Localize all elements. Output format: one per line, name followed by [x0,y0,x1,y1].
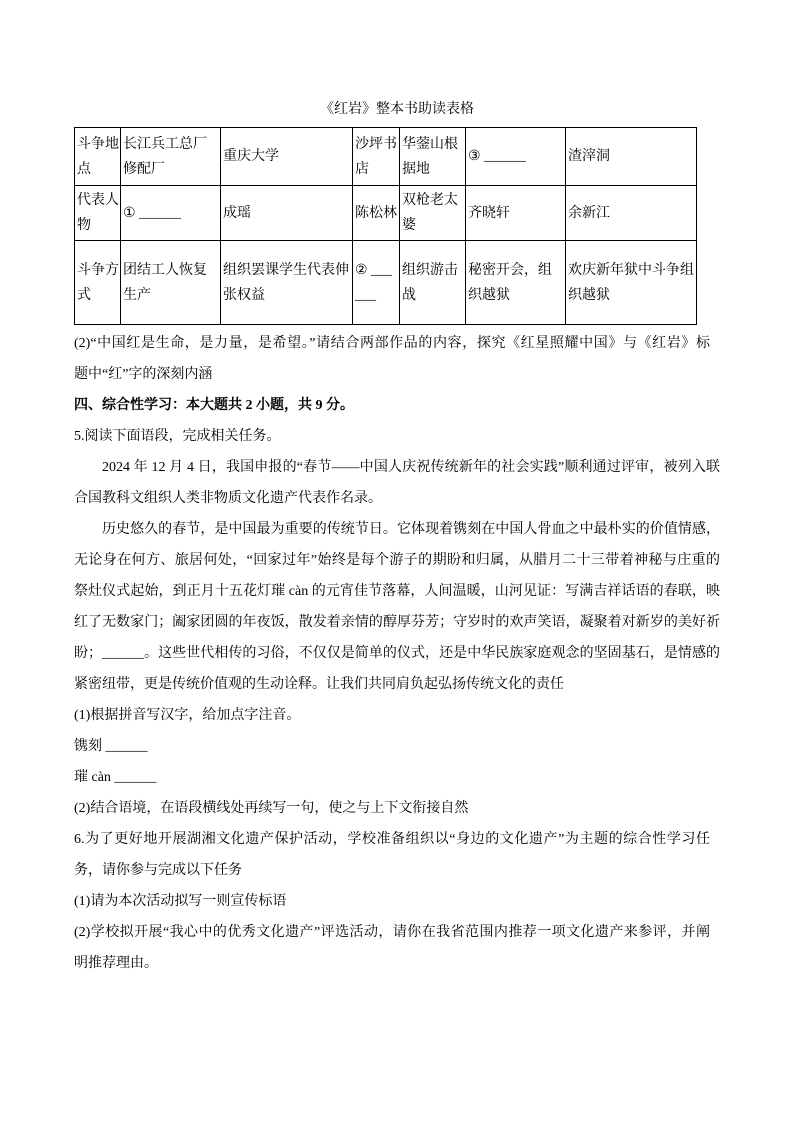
q5-paragraph2-line: 祭灶仪式起始，到正月十五花灯璀 càn 的元宵佳节落幕，人间温暖，山河见证：写满吉祥话语的春联，映 [74,584,720,599]
table-cell: 华蓥山根据地 [400,128,466,186]
table-cell: 秘密开会，组织越狱 [466,241,566,325]
table-cell: 组织罢课学生代表伸张权益 [221,241,353,325]
reading-guide-table [74,127,697,325]
q6-stem-line: 6.为了更好地开展湖湘文化遗产保护活动，学校准备组织以“身边的文化遗产”为主题的综合性学习任 [74,832,710,847]
table-row-methods [75,241,697,325]
table-cell: 陈松林 [353,186,400,241]
q5-paragraph1-line: 合国教科文组织人类非物质文化遗产代表作名录。 [74,491,382,506]
q5-sub1: (1)根据拼音写汉字，给加点字注音。 [74,708,301,723]
q6-sub1: (1)请为本次活动拟写一则宣传标语 [74,894,287,909]
table-cell: 沙坪书店 [353,128,400,186]
table-cell: 齐晓轩 [466,186,566,241]
row-header-cell: 斗争地点 [75,128,121,186]
row-header-cell: 斗争方式 [75,241,121,325]
table-cell: 渣滓洞 [566,128,697,186]
table-cell: 组织游击战 [400,241,466,325]
blank-cell-3: ③ ______ [466,128,566,186]
blank-cell-2: ② ______ [353,241,400,325]
table-cell: 重庆大学 [221,128,353,186]
question-text-block [74,328,720,979]
table-cell: 余新江 [566,186,697,241]
table-row-locations [75,128,697,186]
row-header-cell: 代表人物 [75,186,121,241]
q5-paragraph2-line: 红了无数家门；阖家团圆的年夜饭，散发着亲情的醇厚芬芳；守岁时的欢声笑语，凝聚着对新岁的美好祈 [74,615,720,630]
table-cell: 长江兵工总厂修配厂 [121,128,221,186]
table-cell: 欢庆新年狱中斗争组织越狱 [566,241,697,325]
table-cell: 成瑶 [221,186,353,241]
table-cell: 双枪老太婆 [400,186,466,241]
q5-stem: 5.阅读下面语段，完成相关任务。 [74,429,281,444]
table-title: 《红岩》整本书助读表格 [320,102,474,117]
q5-sub1-answer-line: 镌刻 ______ [74,739,148,754]
table-cell: 团结工人恢复生产 [121,241,221,325]
q5-sub2: (2)结合语境，在语段横线处再续写一句，使之与上下文衔接自然 [74,801,469,816]
blank-cell-1: ① ______ [121,186,221,241]
q5-paragraph2-line: 紧密纽带，更是传统价值观的生动诠释。让我们共同肩负起弘扬传统文化的责任 [74,677,564,692]
q6-sub2-line: 明推荐理由。 [74,956,158,971]
q5-paragraph2-line: 无论身在何方、旅居何处，“回家过年”始终是每个游子的期盼和归属，从腊月二十三带着神秘与庄重的 [74,553,720,568]
q4-2-line: (2)“中国红是生命，是力量，是希望。”请结合两部作品的内容，探究《红星照耀中国》与《红岩》标 [74,336,710,351]
q4-2-line: 题中“红”字的深刻内涵 [74,367,213,382]
q5-paragraph1-line: 2024 年 12 月 4 日，我国申报的“春节——中国人庆祝传统新年的社会实践”顺利通过评审，被列入联 [102,460,720,475]
q6-stem-line: 务，请你参与完成以下任务 [74,863,242,878]
q6-sub2-line: (2)学校拟开展“我心中的优秀文化遗产”评选活动，请你在我省范围内推荐一项文化遗产来参评，并阐 [74,925,710,940]
section-heading: 四、综合性学习：本大题共 2 小题，共 9 分。 [74,398,354,413]
q5-paragraph2-line: 盼；______。这些世代相传的习俗，不仅仅是简单的仪式，还是中华民族家庭观念的坚固基石，是情感的 [74,646,720,661]
table-row-people [75,186,697,241]
q5-paragraph2-line: 历史悠久的春节，是中国最为重要的传统节日。它体现着镌刻在中国人骨血之中最朴实的价值情感， [102,522,720,537]
q5-sub1-answer-line: 璀 càn ______ [74,770,157,785]
